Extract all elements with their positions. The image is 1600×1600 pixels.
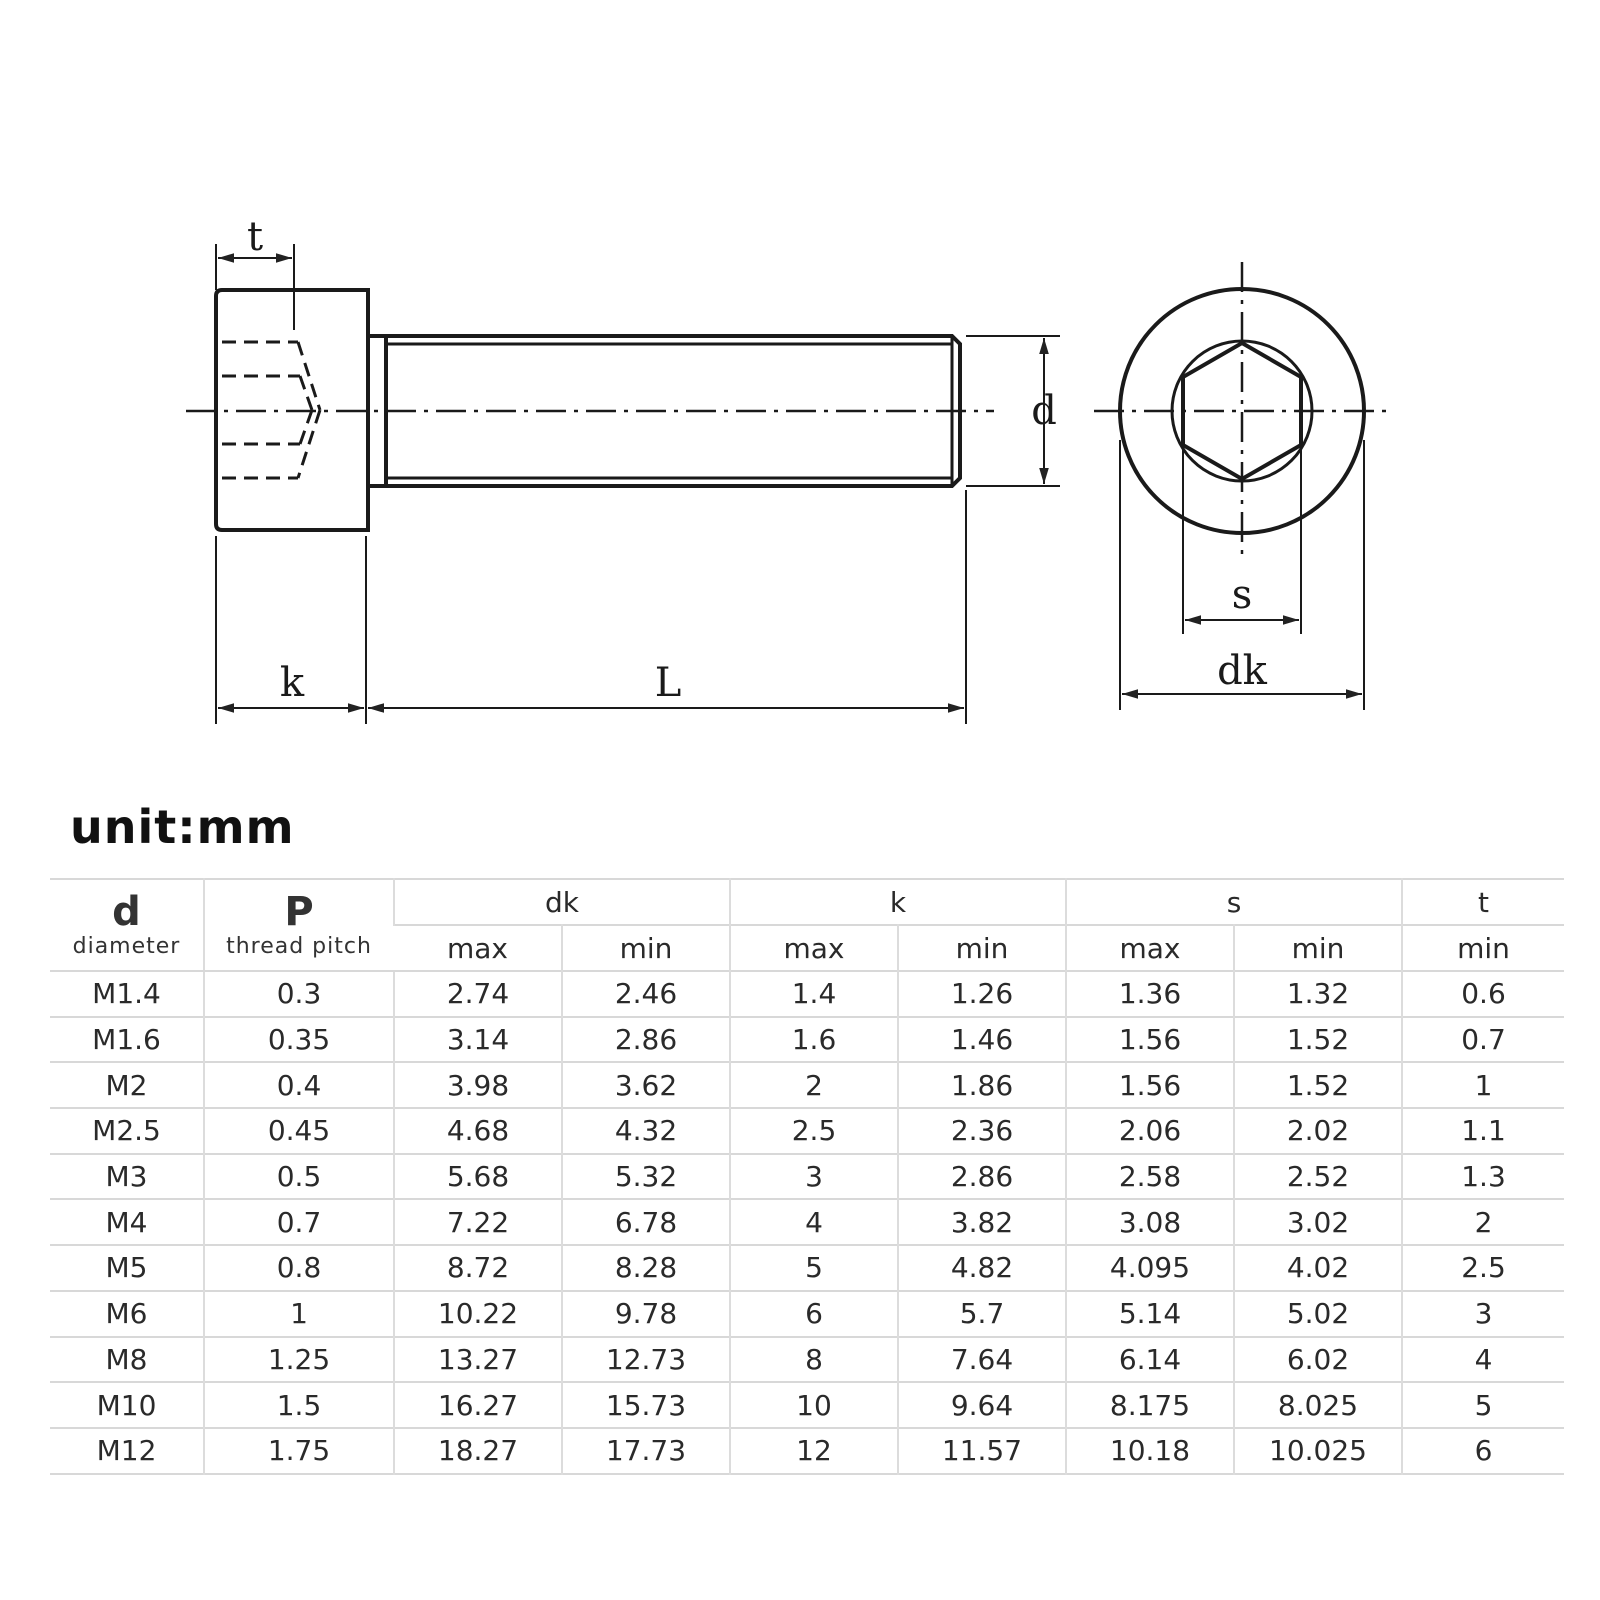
table-cell: M10 bbox=[96, 1388, 157, 1422]
table-cell: 6 bbox=[1402, 1428, 1564, 1474]
table-cell: 10.18 bbox=[1066, 1428, 1234, 1474]
table-row bbox=[50, 1062, 1564, 1108]
table-cell: M12 bbox=[96, 1434, 157, 1468]
table-cell: 5.7 bbox=[898, 1291, 1066, 1337]
table-cell: 1.86 bbox=[898, 1062, 1066, 1108]
header-dk-max: max bbox=[446, 931, 508, 965]
table-cell: M1.6 bbox=[92, 1023, 161, 1057]
table-cell: 0.7 bbox=[1402, 1017, 1564, 1063]
table-cell: 6.02 bbox=[1234, 1337, 1402, 1383]
table-cell: 12.73 bbox=[562, 1337, 730, 1383]
table-row bbox=[50, 1245, 1564, 1291]
header-d-caption: diameter bbox=[72, 934, 181, 959]
table-cell: 16.27 bbox=[394, 1382, 562, 1428]
header-k-min: min bbox=[898, 925, 1066, 971]
table-cell: 5.32 bbox=[562, 1154, 730, 1200]
table-cell: 11.57 bbox=[898, 1428, 1066, 1474]
table-cell: 18.27 bbox=[394, 1428, 562, 1474]
table-cell: 4.02 bbox=[1234, 1245, 1402, 1291]
header-s-min: min bbox=[1234, 925, 1402, 971]
table-cell: 2.5 bbox=[1402, 1245, 1564, 1291]
table-cell: M3 bbox=[105, 1160, 148, 1194]
table-cell: 3.62 bbox=[562, 1062, 730, 1108]
table-cell: 2.58 bbox=[1066, 1154, 1234, 1200]
end-view bbox=[1094, 262, 1394, 710]
table-cell: 2.86 bbox=[562, 1017, 730, 1063]
table-cell: 5.68 bbox=[394, 1154, 562, 1200]
table-row bbox=[50, 1017, 1564, 1063]
spec-table-body bbox=[50, 971, 1564, 1474]
table-cell: 0.35 bbox=[204, 1017, 394, 1063]
table-cell: 8.72 bbox=[394, 1245, 562, 1291]
table-cell: 1.5 bbox=[204, 1382, 394, 1428]
table-cell: 5.02 bbox=[1234, 1291, 1402, 1337]
table-cell: 3 bbox=[1402, 1291, 1564, 1337]
table-cell: 2.86 bbox=[898, 1154, 1066, 1200]
header-p-symbol: P bbox=[284, 889, 314, 935]
table-cell: 1.36 bbox=[1066, 971, 1234, 1017]
table-cell: 1.52 bbox=[1234, 1017, 1402, 1063]
header-t-min: min bbox=[1402, 925, 1564, 971]
table-cell: 0.7 bbox=[204, 1199, 394, 1245]
table-cell: 2.36 bbox=[898, 1108, 1066, 1154]
table-cell: 0.6 bbox=[1402, 971, 1564, 1017]
table-cell: 7.64 bbox=[898, 1337, 1066, 1383]
side-view bbox=[186, 244, 1060, 724]
table-cell: 15.73 bbox=[562, 1382, 730, 1428]
table-cell: 3.82 bbox=[898, 1199, 1066, 1245]
table-cell: 1.4 bbox=[730, 971, 898, 1017]
table-row bbox=[50, 971, 1564, 1017]
table-cell: 2.5 bbox=[730, 1108, 898, 1154]
header-pitch bbox=[204, 879, 394, 971]
table-cell: 0.4 bbox=[204, 1062, 394, 1108]
table-cell: 1.6 bbox=[730, 1017, 898, 1063]
spec-table bbox=[50, 878, 1564, 1475]
table-cell: 1.3 bbox=[1402, 1154, 1564, 1200]
table-row bbox=[50, 1291, 1564, 1337]
table-row bbox=[50, 1428, 1564, 1474]
unit-label: unit:mm bbox=[70, 800, 295, 854]
table-cell: 1.56 bbox=[1066, 1017, 1234, 1063]
table-cell: 3.14 bbox=[394, 1017, 562, 1063]
k-label: k bbox=[279, 660, 305, 706]
table-cell: 3.98 bbox=[394, 1062, 562, 1108]
table-cell: 12 bbox=[730, 1428, 898, 1474]
s-label: s bbox=[1231, 572, 1253, 618]
table-row bbox=[50, 1154, 1564, 1200]
table-cell: 5 bbox=[1402, 1382, 1564, 1428]
table-cell: 8.28 bbox=[562, 1245, 730, 1291]
table-cell: 4.68 bbox=[394, 1108, 562, 1154]
header-group-k: k bbox=[730, 879, 1066, 925]
header-p-caption: thread pitch bbox=[226, 934, 372, 959]
table-cell: 6.14 bbox=[1066, 1337, 1234, 1383]
table-cell: 1.46 bbox=[898, 1017, 1066, 1063]
table-cell: 1.52 bbox=[1234, 1062, 1402, 1108]
table-cell: 5 bbox=[730, 1245, 898, 1291]
table-cell: 3.02 bbox=[1234, 1199, 1402, 1245]
table-cell: 2 bbox=[730, 1062, 898, 1108]
header-group-s: s bbox=[1066, 879, 1402, 925]
header-s-max: max bbox=[1066, 925, 1234, 971]
table-cell: 8.025 bbox=[1234, 1382, 1402, 1428]
table-cell: 2 bbox=[1402, 1199, 1564, 1245]
table-cell: 2.74 bbox=[394, 971, 562, 1017]
table-cell: 6 bbox=[730, 1291, 898, 1337]
L-label: L bbox=[654, 660, 682, 706]
table-row bbox=[50, 1108, 1564, 1154]
table-cell: 10.22 bbox=[394, 1291, 562, 1337]
table-cell: M5 bbox=[105, 1251, 148, 1285]
d-label: d bbox=[1031, 388, 1057, 434]
table-cell: 4 bbox=[1402, 1337, 1564, 1383]
table-cell: 6.78 bbox=[562, 1199, 730, 1245]
bolt-technical-drawing bbox=[0, 0, 1600, 760]
table-cell: 1 bbox=[204, 1291, 394, 1337]
table-cell: M4 bbox=[105, 1205, 148, 1239]
header-d-symbol: d bbox=[112, 889, 141, 935]
table-cell: 1.56 bbox=[1066, 1062, 1234, 1108]
table-row bbox=[50, 1382, 1564, 1428]
table-cell: 2.02 bbox=[1234, 1108, 1402, 1154]
header-k-max: max bbox=[730, 925, 898, 971]
table-cell: 1.75 bbox=[204, 1428, 394, 1474]
table-cell: 0.3 bbox=[204, 971, 394, 1017]
dk-label: dk bbox=[1217, 648, 1267, 694]
table-cell: 2.46 bbox=[562, 971, 730, 1017]
table-cell: 3.08 bbox=[1066, 1199, 1234, 1245]
t-label: t bbox=[246, 214, 264, 260]
table-cell: M8 bbox=[105, 1342, 148, 1376]
table-cell: 0.8 bbox=[204, 1245, 394, 1291]
table-cell: 10 bbox=[730, 1382, 898, 1428]
table-cell: 0.5 bbox=[204, 1154, 394, 1200]
table-cell: 4.82 bbox=[898, 1245, 1066, 1291]
table-cell: M6 bbox=[105, 1297, 148, 1331]
table-cell: 13.27 bbox=[394, 1337, 562, 1383]
header-dk-min: min bbox=[562, 925, 730, 971]
table-row bbox=[50, 1199, 1564, 1245]
table-cell: 2.52 bbox=[1234, 1154, 1402, 1200]
table-cell: M2.5 bbox=[92, 1114, 161, 1148]
table-cell: 1.25 bbox=[204, 1337, 394, 1383]
table-cell: M2 bbox=[105, 1068, 148, 1102]
header-group-t: t bbox=[1402, 879, 1564, 925]
table-cell: 3 bbox=[730, 1154, 898, 1200]
table-cell: 9.64 bbox=[898, 1382, 1066, 1428]
table-cell: 9.78 bbox=[562, 1291, 730, 1337]
table-cell: 10.025 bbox=[1234, 1428, 1402, 1474]
table-cell: 1 bbox=[1402, 1062, 1564, 1108]
table-cell: 4 bbox=[730, 1199, 898, 1245]
table-cell: 1.32 bbox=[1234, 971, 1402, 1017]
table-cell: 4.095 bbox=[1066, 1245, 1234, 1291]
table-cell: 7.22 bbox=[394, 1199, 562, 1245]
table-cell: M1.4 bbox=[92, 977, 161, 1011]
table-cell: 0.45 bbox=[204, 1108, 394, 1154]
table-cell: 8.175 bbox=[1066, 1382, 1234, 1428]
table-cell: 1.26 bbox=[898, 971, 1066, 1017]
table-row bbox=[50, 1337, 1564, 1383]
table-cell: 1.1 bbox=[1402, 1108, 1564, 1154]
table-cell: 8 bbox=[730, 1337, 898, 1383]
header-diameter bbox=[50, 879, 204, 971]
header-group-dk: dk bbox=[394, 879, 730, 925]
table-cell: 17.73 bbox=[562, 1428, 730, 1474]
table-cell: 2.06 bbox=[1066, 1108, 1234, 1154]
table-cell: 4.32 bbox=[562, 1108, 730, 1154]
table-cell: 5.14 bbox=[1066, 1291, 1234, 1337]
